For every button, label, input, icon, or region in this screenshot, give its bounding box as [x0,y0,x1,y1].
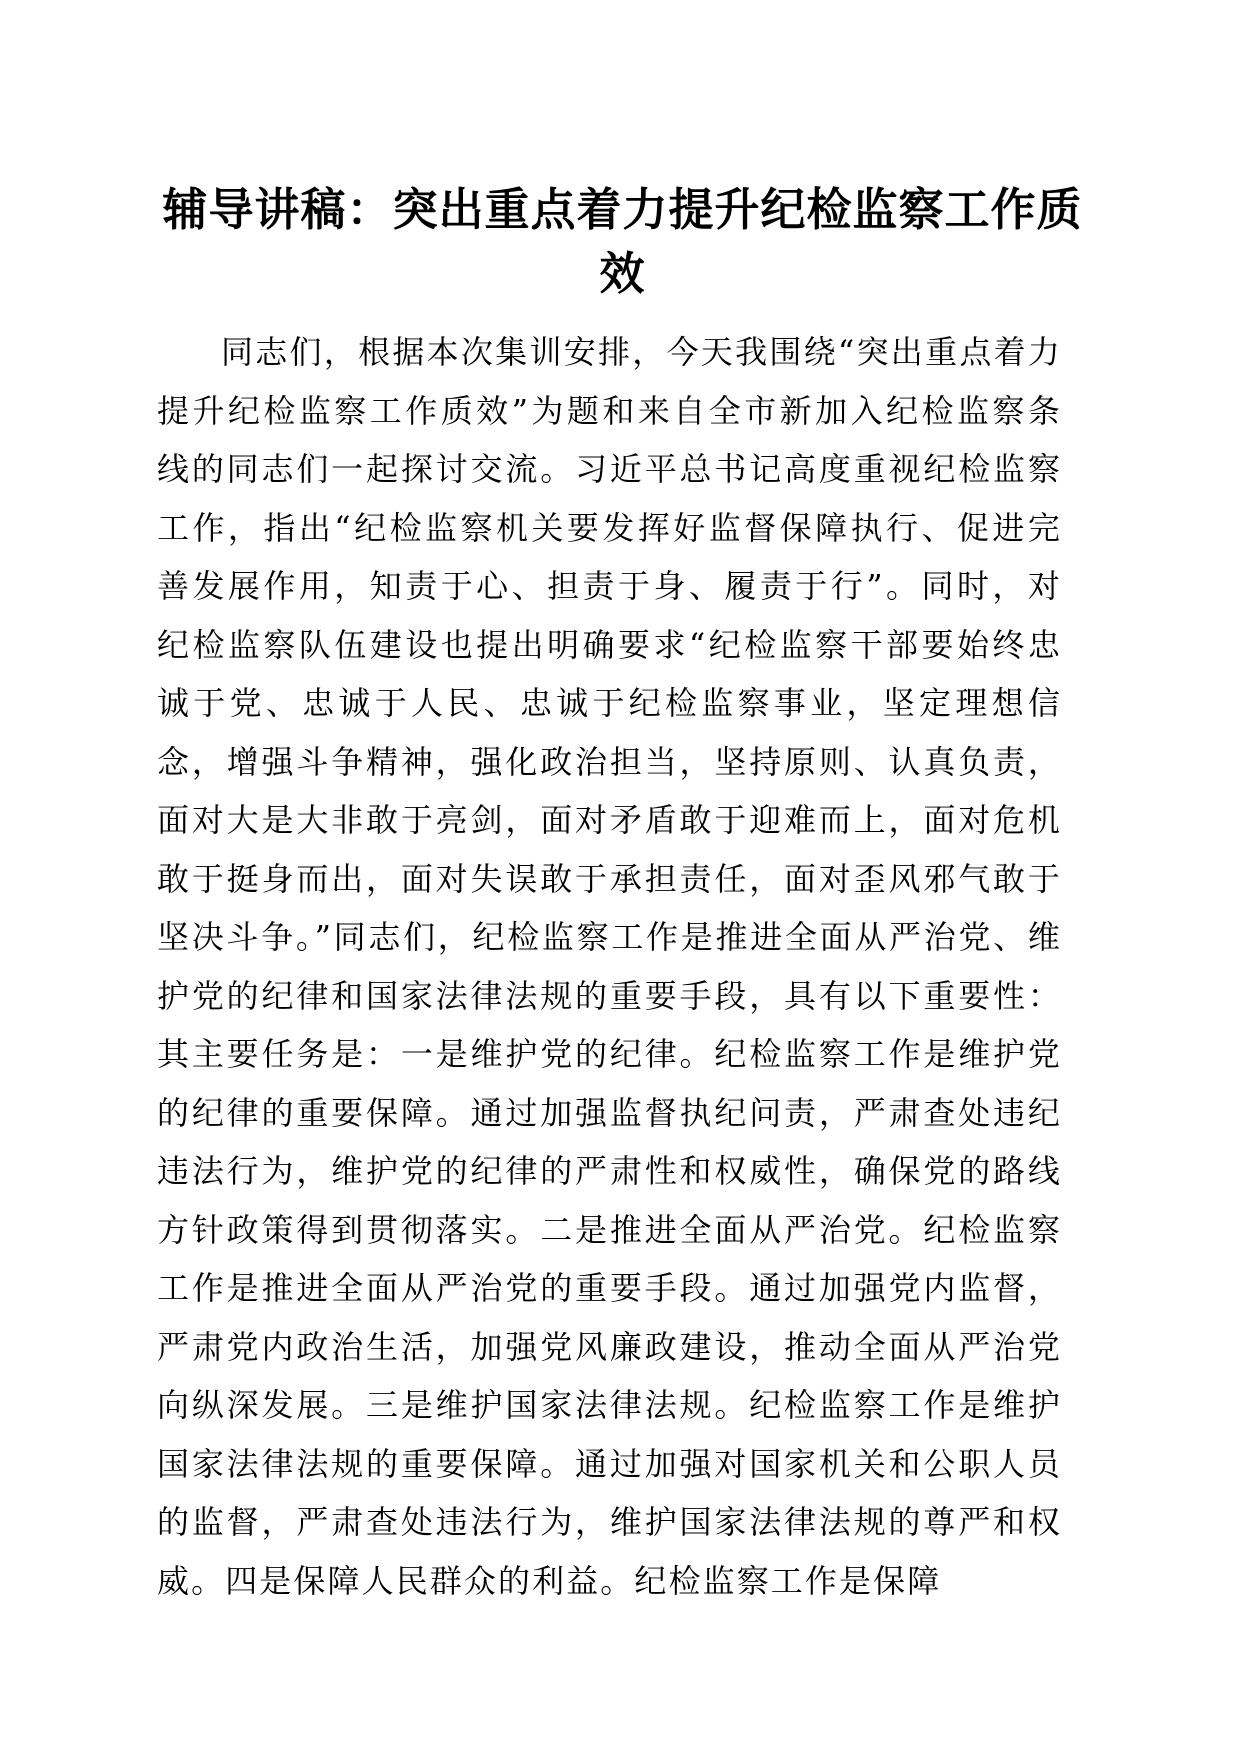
document-title: 辅导讲稿：突出重点着力提升纪检监察工作质效 [162,183,1083,300]
body-paragraph: 同志们，根据本次集训安排，今天我围绕“突出重点着力提升纪检监察工作质效”为题和来自全市新加入纪检监察条线的同志们一起探讨交流。习近平总书记高度重视纪检监察工作，指出“纪检监察机关要发挥好监督保障执行、促进完善发展作用，知责于心、担责于身、履责于行”。同时，对纪检监察队伍建设也提出明确要求“纪检监察干部要始终忠诚于党、忠诚于人民、忠诚于纪检监察事业，坚定理想信念，增强斗争精神，强化政治担当，坚持原则、认真负责，面对大是大非敢于亮剑，面对矛盾敢于迎难而上，面对危机敢于挺身而出，面对失误敢于承担责任，面对歪风邪气敢于坚决斗争。”同志们，纪检监察工作是推进全面从严治党、维护党的纪律和国家法律法规的重要手段，具有以下重要性：其主要任务是：一是维护党的纪律。纪检监察工作是维护党的纪律的重要保障。通过加强监督执纪问责，严肃查处违纪违法行为，维护党的纪律的严肃性和权威性，确保党的路线方针政策得到贯彻落实。二是推进全面从严治党。纪检监察工作是推进全面从严治党的重要手段。通过加强党内监督，严肃党内政治生活，加强党风廉政建设，推动全面从严治党向纵深发展。三是维护国家法律法规。纪检监察工作是维护国家法律法规的重要保障。通过加强对国家机关和公职人员的监督，严肃查处违法行为，维护国家法律法规的尊严和权威。四是保障人民群众的利益。纪检监察工作是保障 [157,333,1062,1600]
